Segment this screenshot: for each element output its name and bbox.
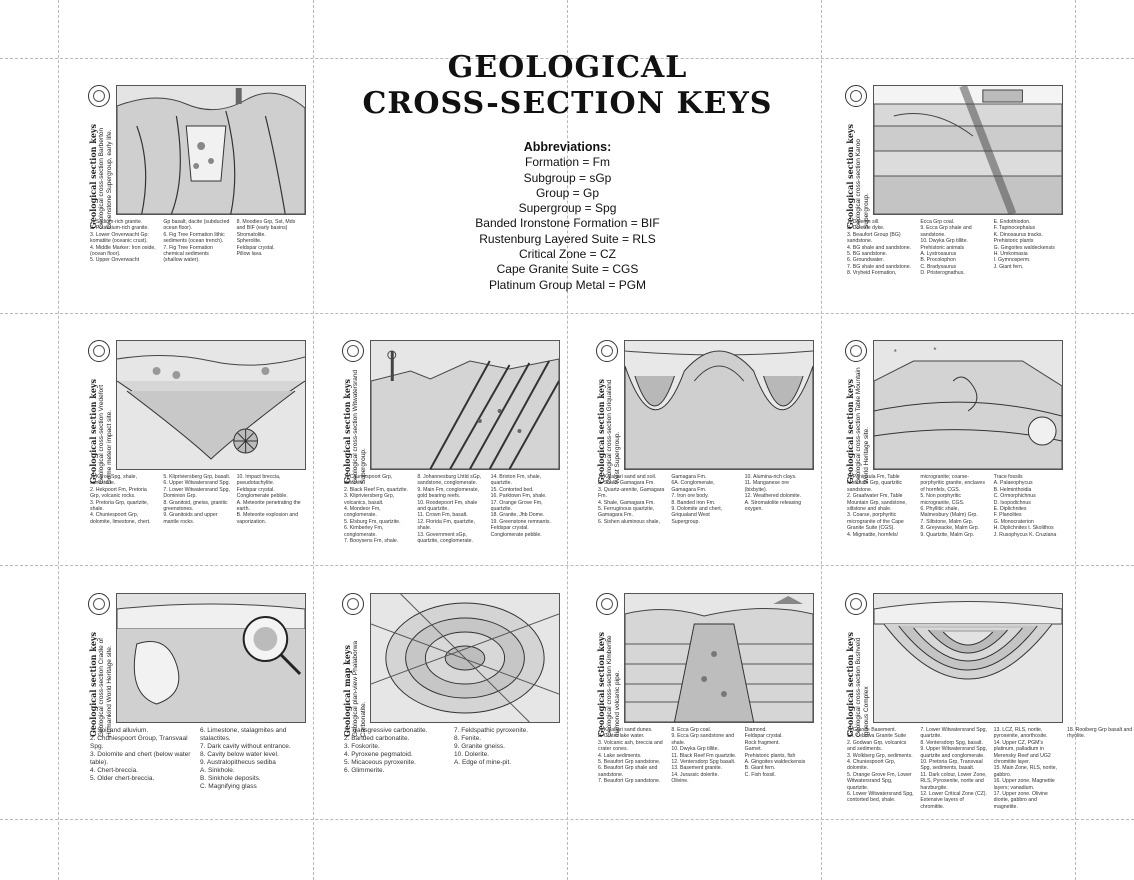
legend-item: (shallow water). (163, 257, 200, 264)
legend-item: 8. Banded iron Fm. (671, 499, 716, 506)
legend-item: G. Gingoites waldeckensis (993, 244, 1055, 251)
card-kind-label: Geological map keys (342, 645, 352, 737)
legend-item: B. Helminthoidia (993, 486, 1032, 493)
page-header (330, 50, 805, 122)
abbreviation-item: Rustenburg Layered Suite = RLS (479, 231, 656, 246)
survey-seal-icon (596, 340, 618, 362)
legend-item: 6. Phyllitic shale, Malmesbury (Malm) Grp. (920, 506, 978, 519)
card-side-label (88, 111, 112, 231)
card-side-label (342, 366, 366, 486)
legend-item: Prehistoric plants (993, 238, 1034, 245)
legend-item: Feldspar crystal. (490, 525, 529, 532)
legend-item: 13. LCZ, RLS, norite, pyroxenite, anorthosite. (993, 727, 1048, 740)
card-side-label (88, 366, 112, 486)
legend-item: 9. Granite gneiss. (454, 743, 505, 750)
legend-item: 7. Iron ore body. (671, 493, 709, 500)
cross-section-illustration (873, 340, 1063, 470)
legend-list (847, 474, 1061, 558)
legend-item: 3. Foskorite. (344, 743, 380, 750)
legend-item: 2. Potassium-rich granite. (90, 225, 149, 232)
abbreviation-item: Cape Granite Suite = CGS (496, 262, 639, 277)
legend-item: 1. Sodium-rich granite. (90, 219, 143, 225)
abbreviation-item: Platinum Group Metal = PGM (488, 277, 647, 292)
abbreviation-item: Banded Ironstone Formation = BIF (475, 216, 660, 231)
legend-item: 8. Moodies Grp, Sst, Mds and BIF (early basins) (236, 219, 296, 232)
legend-item: 10. Dwyka Grp tillite. (920, 238, 968, 245)
card-subtitle: Geological cross-section Bushveld Igneous Complex (855, 637, 870, 737)
legend-item: 5. Beaufort Grp sandstone. (598, 759, 661, 766)
legend-item: 16. Parktown Fm, shale. (490, 493, 547, 500)
legend-item: Rock fragment. (744, 739, 780, 746)
legend-item: 3. Wolkberg Grp, sediments. (847, 752, 913, 759)
legend-item: 12. Lower Critical Zone (CZ). Extensive layers of chromitite. (920, 791, 987, 810)
legend-item: 10. Dwyka Grp tillite. (671, 746, 719, 753)
survey-seal-icon (845, 593, 867, 615)
legend-item: J. Rusophycus K. Cruziana (993, 531, 1057, 538)
legend-item: Ecca Grp coal. (920, 219, 955, 225)
card-kind-label: Geological section keys (845, 631, 855, 737)
legend-item: 7. Feldspathic pyroxenite. (454, 727, 529, 734)
legend-item: C. Fish fossil. (744, 771, 776, 778)
card-subtitle: Geological cross-section Karoo Supergroup. (855, 139, 870, 229)
key-card-witwatersrand (342, 340, 560, 560)
legend-item: A. Meteorite penetrating the earth. (236, 499, 301, 513)
survey-seal-icon (88, 593, 110, 615)
legend-item: 2. Dolerite dyke. (847, 225, 885, 232)
legend-item: A. Sinkhole. (200, 767, 235, 774)
svg-text:*: * (933, 345, 937, 356)
legend-item: 8. Greywacke, Malm Grp. (920, 525, 980, 532)
legend-item: 6. Lower Witwatersrand Spg, contorted bed, shale. (847, 791, 914, 804)
survey-seal-icon (845, 340, 867, 362)
legend-item: 1. Dolerite sill. (847, 219, 880, 225)
legend-item: Feldspar crystal. (236, 244, 275, 251)
legend-list (344, 474, 558, 558)
legend-item: 15. Contorted bed. (490, 486, 534, 493)
legend-item: 14. Jurassic dolerite. (671, 771, 719, 778)
legend-item: 5. Ferruginous quartzite, Gamagara Fm. (598, 506, 655, 519)
legend-item: 10. Pretoria Grp, Transvaal Spg, sediments, basalt. (920, 759, 983, 772)
key-card-karoo (845, 85, 1063, 305)
legend-list (847, 219, 1061, 303)
legend-item: 7. BG shale and sandstone. (847, 263, 912, 270)
legend-item: 1. Granite Basement. (847, 727, 897, 733)
legend-list (847, 727, 1133, 811)
legend-item: 8. Vryheid Formation, (847, 270, 897, 277)
card-kind-label: Geological section keys (596, 631, 606, 737)
legend-item: C. Magnifying glass (200, 783, 257, 790)
legend-item: Feldspar crystal. (236, 486, 275, 493)
cross-section-illustration (370, 593, 560, 723)
legend-item: 11. Dark colour, Lower Zone, RLS, Pyroxenite, norite and harzburgite. (920, 771, 987, 791)
legend-item: 3. Volcanic ash, breccia and crater cones. (598, 739, 663, 753)
survey-seal-icon (342, 340, 364, 362)
key-card-griqualand (596, 340, 814, 560)
legend-item: 11. Manganese ore (bixbyite). (744, 480, 789, 493)
legend-item: 5. Klipriviersberg Grp, basalt. (163, 474, 231, 480)
cross-section-illustration (116, 85, 306, 215)
legend-item: 15. Main Zone, RLS, norite, gabbro. (993, 765, 1058, 778)
legend-item: 3. Quartz-arenite, Gamagara Fm. (598, 486, 665, 500)
legend-item: 4. Shale, Gamagara Fm. (598, 499, 655, 506)
legend-item: 7. Fig Tree Formation chemical sediments (163, 244, 213, 258)
legend-item: A. Edge of mine-pit. (454, 759, 512, 766)
legend-item: Garnet. (744, 746, 762, 753)
legend-item: 9. Ecca Grp sandstone and shale. (671, 733, 735, 746)
cross-section-illustration (873, 85, 1063, 215)
legend-item: 7. Dark cavity without entrance. (200, 743, 291, 750)
survey-seal-icon (88, 85, 110, 107)
legend-item: 1. Transgressive carbonatite. (344, 727, 428, 734)
legend-item: 6. Kimberley Fm, conglomerate. (344, 525, 384, 538)
card-side-label (845, 111, 869, 231)
legend-item: 3. Dolomite and chert (below water table). (90, 751, 191, 766)
legend-item: 6A. Conglomerate, Gamagara Fm. (671, 480, 715, 493)
legend-item: 17. Upper zone. Olivine diorite, gabbro and magnetite. (993, 791, 1048, 810)
legend-item: E. Diplichnites (993, 506, 1027, 513)
legend-item: 6. Upper Witwatersrand Spg. (163, 480, 230, 487)
legend-item: F. Tapinocephalus (993, 225, 1036, 232)
legend-item: 8. Granitoid, gneiss, granitic greenstones. (163, 499, 228, 513)
legend-item: E. Endothiodon. (993, 219, 1031, 225)
legend-item: 8. Ventersdorp Spg, basalt. (920, 739, 983, 746)
legend-item: 7. Booysens Fm, shale. (344, 538, 399, 545)
key-card-bushveld (845, 593, 1133, 813)
legend-item: H. Umkomasia (993, 251, 1028, 258)
card-subtitle: Geological cross-section Vredefort Dome meteor impact site. (98, 384, 113, 484)
legend-item: D. Pristerognathus. (920, 270, 965, 277)
legend-item: Prehistoric animals (920, 244, 965, 251)
legend-item: 7. Beaufort Grp sandstone. (598, 778, 661, 785)
card-subtitle: Geological cross-section Kimberlite diamond volcanic pipe. (606, 635, 621, 737)
legend-list (344, 727, 558, 811)
legend-item: C. Bradysaurus (920, 263, 957, 270)
legend-item: 5. Orange Grove Fm, Lower Witwatersrand Spg, quartzite. (847, 771, 912, 791)
legend-item: 4. Migmatite, hornfels/ (847, 531, 899, 538)
legend-item: 1. Kalahari sand and soil. (598, 474, 657, 480)
legend-item: 4. Mondeor Fm, conglomerate. (344, 506, 381, 519)
cross-section-illustration (116, 340, 306, 470)
legend-item: B. Sinkhole deposits. (200, 775, 261, 782)
legend-item: A. Stromatolite releasing oxygen. (744, 499, 802, 513)
abbreviations-heading: Abbreviations: (523, 140, 612, 154)
legend-item: 18. Rooiberg Grp basalt and rhyolite. (1066, 727, 1133, 740)
cross-section-illustration (370, 340, 560, 470)
cut-line (58, 0, 59, 880)
card-side-label (845, 366, 869, 486)
card-side-label (342, 619, 366, 739)
legend-item: Trace fossils (993, 474, 1023, 480)
abbreviation-item: Group = Gp (535, 185, 600, 200)
abbreviation-item: Formation = Fm (524, 155, 611, 170)
legend-item: 1. Karoo Spg, shale, sandstone. (90, 474, 138, 487)
card-kind-label: Geological section keys (88, 123, 98, 229)
legend-item: Conglomerate pebble. (490, 531, 542, 538)
legend-item: 6. Limestone, stalagmites and stalactites. (200, 727, 287, 742)
legend-item: C. Ormorphichnus (993, 493, 1036, 500)
legend-item: 6. Glimmerite. (344, 767, 385, 774)
legend-item: 4. Chuniespoort Grp, dolomite. (847, 759, 896, 772)
legend-item: B. Meteorite explosion and vaporization. (236, 512, 299, 525)
card-subtitle: Geological cross-section Griqualand West Supergroup. (606, 379, 621, 484)
legend-item: 13. Government sGp, quartzite, conglomerate. (417, 531, 473, 545)
legend-item: 4. Chert-breccia. (90, 767, 139, 774)
legend-item: 14. Upper CZ, PGM's platinum, palladium in Merensky Reef and UG2 chromitite layer. (993, 739, 1051, 766)
legend-item: 2. Hekpoort Fm, Pretoria Grp, volcanic rocks. (90, 486, 147, 500)
cut-line (821, 0, 822, 880)
legend-item: microgranite; coarse-porphyritic granite, enclaves of hornfels, CGS. (920, 474, 985, 493)
legend-item: 2. Crater lake water. (598, 733, 645, 740)
cut-line (567, 0, 568, 880)
page-title-line1: GEOLOGICAL (447, 50, 688, 85)
survey-seal-icon (596, 593, 618, 615)
legend-item: 3. Lower Onverwacht Gp: komatiite (oceanic crust). (90, 231, 149, 245)
legend-item: 9. Granitoids and upper mantle rocks. (163, 512, 218, 525)
abbreviations-panel (330, 140, 805, 293)
card-kind-label: Geological section keys (596, 378, 606, 484)
legend-item: I. Gymnosperm. (993, 257, 1031, 264)
card-subtitle: Geological plan-view Phalaborwa Carbonatite. (352, 640, 367, 737)
cut-line (313, 0, 314, 880)
legend-item: A. Palaeophycus (993, 480, 1033, 487)
cross-section-illustration (873, 593, 1063, 723)
card-kind-label: Geological section keys (845, 123, 855, 229)
legend-item: 1. Chuniespoort Grp, dolomite. (344, 474, 393, 487)
legend-item: 12. Weathered dolomite. (744, 493, 802, 500)
legend-item: Diamond. (744, 727, 767, 733)
legend-item: 10. Impact breccia, pseudotachylite. (236, 474, 281, 487)
legend-item: 4. Lake sediments. (598, 752, 642, 759)
legend-item: 9. Ecca Grp shale and sandstone. (920, 225, 972, 238)
key-card-vredefort (88, 340, 306, 560)
survey-seal-icon (845, 85, 867, 107)
card-side-label (596, 366, 620, 486)
card-side-label (596, 619, 620, 739)
legend-item: 16. Upper zone. Magnetite layers; vanadium. (993, 778, 1055, 791)
card-kind-label: Geological section keys (88, 378, 98, 484)
legend-item: Conglomerate pebble. (236, 493, 288, 500)
legend-item: 9. Australopithecus sediba (200, 759, 276, 766)
card-subtitle: Geological cross-section Barberton Greenstone Supergroup, early life. (98, 127, 113, 229)
legend-item: 10. Dolerite. (454, 751, 490, 758)
legend-item: 8. Cavity below water level. (200, 751, 279, 758)
legend-item: 3. Coarse, porphyritic microgranite of the Cape Granite Suite (CGS). (847, 512, 904, 532)
survey-seal-icon (342, 593, 364, 615)
legend-item: 13. Basement granite. (671, 765, 723, 772)
legend-item: B. Giant fern. (744, 765, 776, 772)
legend-item: 17. Orange Grove Fm, quartzite. (490, 499, 543, 513)
legend-item: 3. Pretoria Grp, quartzite, shale. (90, 499, 149, 513)
legend-item: 5. BG sandstone. (847, 251, 888, 258)
legend-item: 7. Lower Witwatersrand Spg, quartzite. (920, 727, 987, 740)
legend-item: 19. Greenstone remnants. (490, 518, 551, 525)
card-subtitle: Geological cross-section Witwatersrand Supergroup. (352, 369, 367, 484)
legend-item: 9. Quartzite, Malm Grp. (920, 531, 975, 538)
legend-item: 1A. Lebowa Granite Suite (847, 733, 907, 740)
legend-item: A. Gingoites waldeckensis (744, 759, 806, 766)
legend-item: 3. Beaufort Group (BG) sandstone. (847, 231, 901, 245)
legend-item: 8. Johannesburg Lhtld sGp, sandstone, conglomerate. (417, 474, 482, 487)
legend-item: 2. Black Reef Fm, quartzite. (344, 486, 409, 493)
legend-item: 11. Crown Fm, basalt. (417, 512, 468, 519)
legend-item: 2. Shale, Gamagara Fm. (598, 480, 655, 487)
legend-item: J. Giant fern. (993, 263, 1024, 270)
legend-item: 1. Peninsula Fm, Table Mountain Grp, quartzitic sandstone. (847, 474, 903, 493)
legend-item: 4. Middle Marker: Iron oxide, (ocean floor). (90, 244, 156, 258)
legend-item: 8. Ecca Grp coal. (671, 727, 712, 733)
legend-item: Pillow lava. (236, 251, 263, 258)
cross-section-illustration (116, 593, 306, 723)
card-subtitle: Geological cross-section Cradle of Humankind World Heritage site. (98, 638, 113, 737)
legend-list (598, 474, 812, 558)
legend-item: B. Procolophon (920, 257, 956, 264)
legend-item: 10. Roodepoort Fm, shale and quartzite. (417, 499, 478, 513)
legend-list (90, 474, 304, 558)
abbreviation-item: Subgroup = sGp (523, 170, 612, 185)
key-card-table-mountain (845, 340, 1063, 560)
legend-item: 6. Groundwater. (847, 257, 884, 264)
legend-item: Gp basalt, dacite (subducted ocean floor). (163, 219, 230, 232)
legend-item: 9. Upper Witwatersrand Spg, quartzite and conglomerate. (920, 746, 987, 759)
legend-item: K. Dinosaurus tracks. (993, 231, 1043, 238)
legend-list (90, 727, 304, 811)
legend-item: 5. Older chert-breccia. (90, 775, 155, 782)
abbreviation-item: Critical Zone = CZ (518, 247, 617, 262)
cross-section-illustration (624, 340, 814, 470)
legend-item: 5. Micaceous pyroxenite. (344, 759, 416, 766)
legend-item: 4. Chuniespoort Grp, dolomite, limestone, chert. (90, 512, 151, 525)
legend-item: 7. Siltstone, Malm Grp. (920, 518, 974, 525)
abbreviation-item: Supergroup = Spg (518, 201, 617, 216)
card-side-label (88, 619, 112, 739)
key-card-phalaborwa (342, 593, 560, 813)
legend-item: 4. Pyroxene pegmatoid. (344, 751, 413, 758)
legend-item: D. Isopodichnus (993, 499, 1031, 506)
legend-item: Prehistoric plants, fish (744, 752, 796, 759)
legend-item: Olivine. (671, 778, 689, 785)
legend-item: 4. BG shale and sandstone. (847, 244, 912, 251)
legend-item: 9. Dolomite and chert, Griqualand West Supergroup. (671, 506, 723, 525)
legend-item: 1. Soil and alluvium. (90, 727, 149, 734)
cut-line (1075, 0, 1076, 880)
legend-item: 2. Graafwater Fm, Table Mountain Grp, sandstone, siltstone and shale. (847, 493, 907, 513)
legend-list (598, 727, 812, 811)
legend-item: 18. Granite, Jhb Dome. (490, 512, 545, 519)
legend-item: G. Monocraterion (993, 518, 1034, 525)
key-card-barberton (88, 85, 306, 305)
legend-item: 2. Chuniespoort Group, Transvaal Spg. (90, 735, 188, 750)
legend-item: 12. Florida Fm, quartzite, shale. (417, 518, 475, 532)
legend-item: 5. Elsburg Fm, quartzite. (344, 518, 401, 525)
legend-item: Spherolite. (236, 238, 262, 245)
card-kind-label: Geological section keys (845, 378, 855, 484)
legend-item: 8. Fenite. (454, 735, 482, 742)
legend-item: 3. Klipriviersberg Grp, volcanics, basalt. (344, 493, 395, 506)
legend-item: 5. Upper Onverwacht (90, 257, 140, 264)
page-title-line2: CROSS-SECTION KEYS (362, 86, 773, 121)
legend-item: 2. Banded carbonatite. (344, 735, 410, 742)
card-kind-label: Geological section keys (342, 378, 352, 484)
svg-text:*: * (893, 347, 897, 358)
legend-item: Gamagara Fm. (671, 474, 707, 480)
legend-item: Stromatolite. (236, 231, 266, 238)
legend-item: A. Lystrosaurus (920, 251, 957, 258)
legend-item: F. Planolites (993, 512, 1022, 519)
legend-item: 10. Alumina-rich clays. (744, 474, 797, 480)
card-side-label (845, 619, 869, 739)
legend-list (90, 219, 304, 303)
card-kind-label: Geological section keys (88, 631, 98, 737)
legend-item: 6. Beaufort Grp shale and sandstone. (598, 765, 658, 778)
cross-section-illustration (624, 593, 814, 723)
legend-item: 9. Main Fm, conglomerate, gold bearing reefs. (417, 486, 480, 500)
survey-seal-icon (88, 340, 110, 362)
legend-item: 7. Lower Witwatersrand Spg, Dominion Grp. (163, 486, 230, 500)
legend-item: 12. Ventersdorp Spg basalt. (671, 759, 736, 766)
legend-item: 14. Brixton Fm, shale, quartzite. (490, 474, 542, 487)
legend-item: 1. Kalahari sand dunes. (598, 727, 653, 733)
legend-item: Feldspar crystal. (744, 733, 783, 740)
legend-item: 6. Fig Tree Formation lithic sediments (ocean trench). (163, 231, 225, 245)
legend-item: 6. Sishen aluminous shale, (598, 518, 660, 525)
key-card-kimberlite (596, 593, 814, 813)
legend-item: 5. Non porphyritic microgranite, CGS. (920, 493, 965, 506)
card-subtitle: Geological cross-section Table Mountain World Heritage site. (855, 367, 870, 484)
key-card-cradle (88, 593, 306, 813)
legend-item: H. Diplichnites t. Skolithos (993, 525, 1054, 532)
legend-item: 2. Godwan Grp, volcanics and sediments. (847, 739, 907, 753)
legend-item: 11. Black Reef Fm quartzite. (671, 752, 737, 759)
